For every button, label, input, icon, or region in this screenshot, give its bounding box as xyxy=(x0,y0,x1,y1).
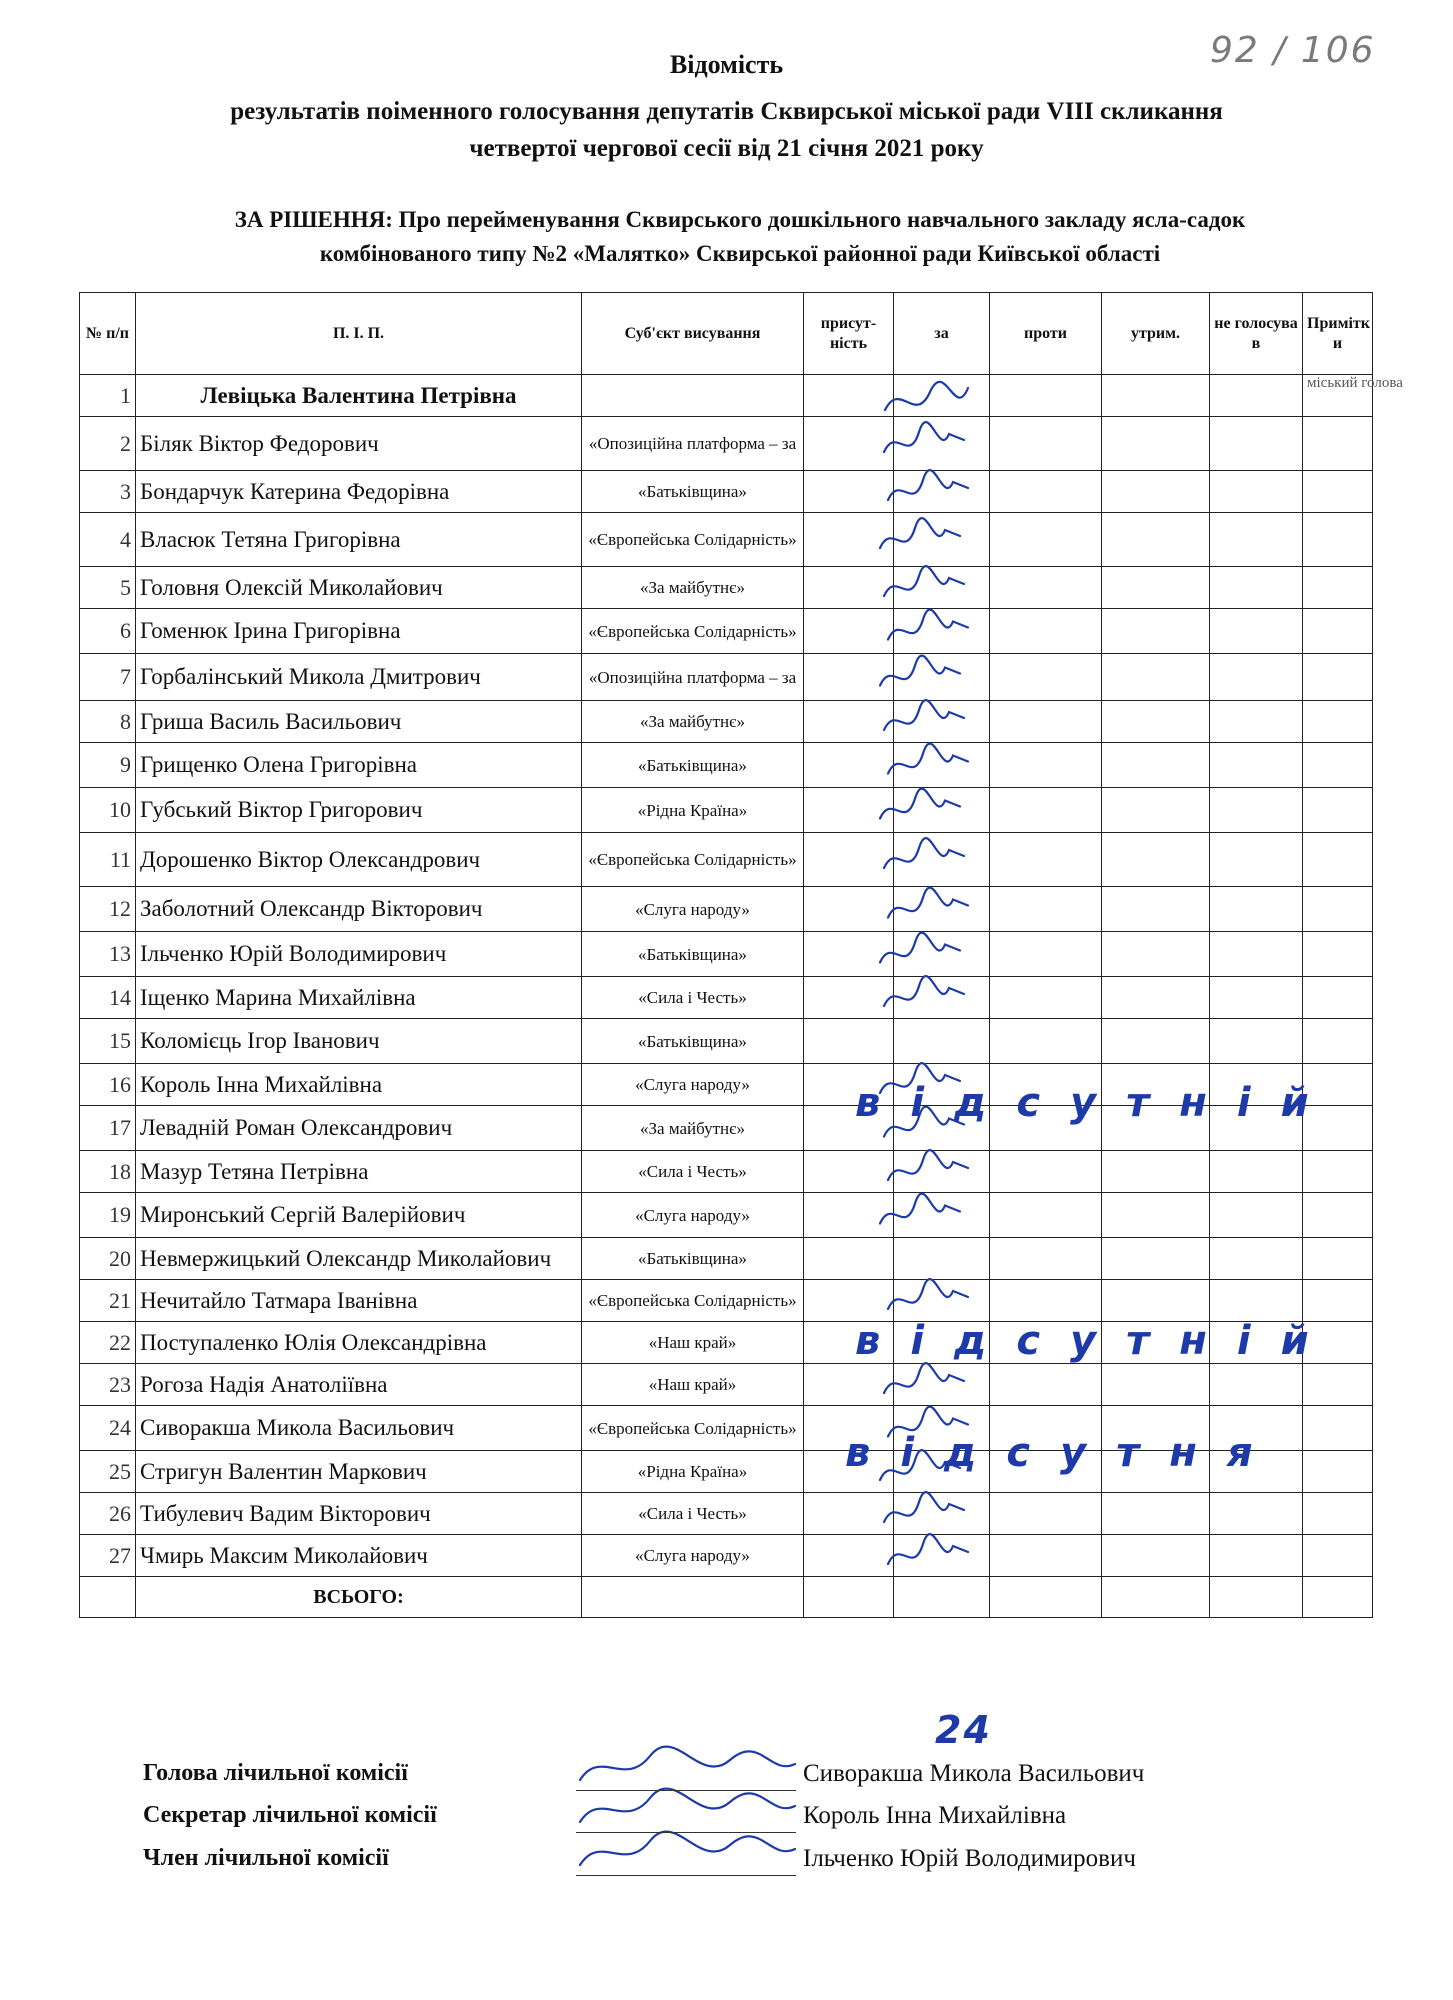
deputy-name: Губський Віктор Григорович xyxy=(136,788,582,833)
present-cell xyxy=(804,513,894,567)
row-number: 23 xyxy=(80,1364,136,1406)
against-cell xyxy=(990,833,1102,887)
decision-line-2: комбінованого типу №2 «Малятко» Сквирської районної ради Київської області xyxy=(319,241,1161,266)
handwritten-absent-row-20: відсутній xyxy=(855,1318,1339,1364)
table-row xyxy=(80,375,1373,417)
abstain-cell xyxy=(1102,654,1210,701)
not-voted-cell xyxy=(1210,609,1303,654)
not-voted-cell xyxy=(1210,417,1303,471)
note-cell xyxy=(1303,1493,1373,1535)
present-cell xyxy=(804,1280,894,1322)
for-cell xyxy=(894,513,990,567)
nominating-subject: «Європейська Солідарність» xyxy=(582,513,804,567)
not-voted-cell xyxy=(1210,1535,1303,1577)
deputy-name: Поступаленко Юлія Олександрівна xyxy=(136,1322,582,1364)
deputy-name: Гриша Василь Васильович xyxy=(136,701,582,743)
total-not-voted-cell xyxy=(1210,1577,1303,1618)
document-subtitle-line-2: четвертої чергової сесії від 21 січня 2021 року xyxy=(469,135,984,162)
present-cell xyxy=(804,1193,894,1238)
abstain-cell xyxy=(1102,887,1210,932)
against-cell xyxy=(990,1493,1102,1535)
deputy-name: Левіцька Валентина Петрівна xyxy=(136,375,582,417)
row-number: 4 xyxy=(80,513,136,567)
table-header-row xyxy=(80,293,1373,375)
note-cell xyxy=(1303,788,1373,833)
not-voted-cell xyxy=(1210,1238,1303,1280)
note-cell xyxy=(1303,1019,1373,1064)
table-row xyxy=(80,788,1373,833)
row-number: 2 xyxy=(80,417,136,471)
table-row xyxy=(80,1364,1373,1406)
abstain-cell xyxy=(1102,932,1210,977)
abstain-cell xyxy=(1102,1364,1210,1406)
nominating-subject: «Батьківщина» xyxy=(582,743,804,788)
present-cell xyxy=(804,932,894,977)
table-row xyxy=(80,932,1373,977)
abstain-cell xyxy=(1102,1193,1210,1238)
note-cell xyxy=(1303,743,1373,788)
nominating-subject: «Сила і Честь» xyxy=(582,1151,804,1193)
deputy-name: Власюк Тетяна Григорівна xyxy=(136,513,582,567)
nominating-subject: «Європейська Солідарність» xyxy=(582,1280,804,1322)
not-voted-cell xyxy=(1210,743,1303,788)
deputy-name: Ільченко Юрій Володимирович xyxy=(136,932,582,977)
not-voted-cell xyxy=(1210,1280,1303,1322)
abstain-cell xyxy=(1102,1535,1210,1577)
nominating-subject: «Сила і Честь» xyxy=(582,977,804,1019)
note-cell: міський голова xyxy=(1303,375,1373,417)
abstain-cell xyxy=(1102,1238,1210,1280)
commission-signature-secretary xyxy=(580,1789,795,1822)
not-voted-cell xyxy=(1210,1493,1303,1535)
decision-line-1: ЗА РІШЕННЯ: Про перейменування Сквирського дошкільного навчального закладу ясла-садок xyxy=(234,207,1246,232)
row-number: 12 xyxy=(80,887,136,932)
abstain-cell xyxy=(1102,417,1210,471)
table-row xyxy=(80,833,1373,887)
nominating-subject: «Слуга народу» xyxy=(582,887,804,932)
not-voted-cell xyxy=(1210,1364,1303,1406)
note-cell xyxy=(1303,567,1373,609)
deputy-name: Миронський Сергій Валерійович xyxy=(136,1193,582,1238)
deputy-name: Дорошенко Віктор Олександрович xyxy=(136,833,582,887)
table-row xyxy=(80,743,1373,788)
nominating-subject: «Європейська Солідарність» xyxy=(582,1406,804,1451)
note-cell xyxy=(1303,654,1373,701)
note-cell xyxy=(1303,417,1373,471)
deputy-name: Нечитайло Татмара Іванівна xyxy=(136,1280,582,1322)
nominating-subject: «Слуга народу» xyxy=(582,1064,804,1106)
nominating-subject: «Батьківщина» xyxy=(582,471,804,513)
total-num-cell xyxy=(80,1577,136,1618)
not-voted-cell xyxy=(1210,1019,1303,1064)
against-cell xyxy=(990,977,1102,1019)
nominating-subject: «Слуга народу» xyxy=(582,1535,804,1577)
note-cell xyxy=(1303,1238,1373,1280)
row-number: 14 xyxy=(80,977,136,1019)
abstain-cell xyxy=(1102,788,1210,833)
present-cell xyxy=(804,567,894,609)
total-label: ВСЬОГО: xyxy=(136,1577,582,1618)
for-cell xyxy=(894,654,990,701)
nominating-subject: «Рідна Країна» xyxy=(582,788,804,833)
total-against-cell xyxy=(990,1577,1102,1618)
present-cell xyxy=(804,1019,894,1064)
note-cell xyxy=(1303,471,1373,513)
commission-secretary-name: Король Інна Михайлівна xyxy=(803,1802,1067,1829)
signature-line-head xyxy=(576,1790,796,1791)
against-cell xyxy=(990,788,1102,833)
present-cell xyxy=(804,471,894,513)
against-cell xyxy=(990,513,1102,567)
deputy-name: Невмержицький Олександр Миколайович xyxy=(136,1238,582,1280)
note-cell xyxy=(1303,887,1373,932)
row-number: 1 xyxy=(80,375,136,417)
against-cell xyxy=(990,1364,1102,1406)
note-cell xyxy=(1303,609,1373,654)
header-notes: Примітк и xyxy=(1303,293,1373,375)
table-row xyxy=(80,471,1373,513)
table-row xyxy=(80,654,1373,701)
against-cell xyxy=(990,1238,1102,1280)
note-cell xyxy=(1303,1151,1373,1193)
for-cell xyxy=(894,743,990,788)
row-number: 11 xyxy=(80,833,136,887)
present-cell xyxy=(804,887,894,932)
table-row xyxy=(80,1238,1373,1280)
row-number: 9 xyxy=(80,743,136,788)
row-number: 25 xyxy=(80,1451,136,1493)
present-cell xyxy=(804,1151,894,1193)
for-cell xyxy=(894,1364,990,1406)
total-abstain-cell xyxy=(1102,1577,1210,1618)
commission-head-name: Сиворакша Микола Васильович xyxy=(803,1760,1145,1787)
for-cell xyxy=(894,375,990,417)
for-cell xyxy=(894,1535,990,1577)
against-cell xyxy=(990,1151,1102,1193)
abstain-cell xyxy=(1102,701,1210,743)
deputy-name: Горбалінський Микола Дмитрович xyxy=(136,654,582,701)
table-row xyxy=(80,513,1373,567)
present-cell xyxy=(804,1238,894,1280)
header-not-voted: не голосува в xyxy=(1210,293,1303,375)
deputy-name: Тибулевич Вадим Вікторович xyxy=(136,1493,582,1535)
not-voted-cell xyxy=(1210,932,1303,977)
decision-title xyxy=(140,203,1340,271)
for-cell xyxy=(894,417,990,471)
commission-member-label: Член лічильної комісії xyxy=(143,1845,389,1871)
abstain-cell xyxy=(1102,375,1210,417)
against-cell xyxy=(990,417,1102,471)
abstain-cell xyxy=(1102,567,1210,609)
deputy-name: Гоменюк Ірина Григорівна xyxy=(136,609,582,654)
deputy-name: Грищенко Олена Григорівна xyxy=(136,743,582,788)
against-cell xyxy=(990,1019,1102,1064)
abstain-cell xyxy=(1102,833,1210,887)
row-number: 27 xyxy=(80,1535,136,1577)
note-cell xyxy=(1303,1535,1373,1577)
header-for: за xyxy=(894,293,990,375)
document-subtitle-line-1: результатів поіменного голосування депутатів Сквирської міської ради VIII скликання xyxy=(230,98,1223,125)
page-number: 92 / 106 xyxy=(1210,30,1376,71)
table-row xyxy=(80,1535,1373,1577)
for-cell xyxy=(894,701,990,743)
for-cell xyxy=(894,833,990,887)
for-cell xyxy=(894,609,990,654)
against-cell xyxy=(990,932,1102,977)
commission-signature-head xyxy=(580,1747,795,1780)
deputy-name: Головня Олексій Миколайович xyxy=(136,567,582,609)
deputy-name: Левадній Роман Олександрович xyxy=(136,1106,582,1151)
nominating-subject: «Європейська Солідарність» xyxy=(582,609,804,654)
present-cell xyxy=(804,1535,894,1577)
row-number: 10 xyxy=(80,788,136,833)
deputy-name: Біляк Віктор Федорович xyxy=(136,417,582,471)
row-number: 6 xyxy=(80,609,136,654)
for-cell xyxy=(894,471,990,513)
deputy-name: Король Інна Михайлівна xyxy=(136,1064,582,1106)
abstain-cell xyxy=(1102,977,1210,1019)
not-voted-cell xyxy=(1210,788,1303,833)
deputy-name: Стригун Валентин Маркович xyxy=(136,1451,582,1493)
note-cell xyxy=(1303,977,1373,1019)
table-row xyxy=(80,701,1373,743)
row-number: 5 xyxy=(80,567,136,609)
nominating-subject: «Європейська Солідарність» xyxy=(582,833,804,887)
against-cell xyxy=(990,609,1102,654)
abstain-cell xyxy=(1102,1151,1210,1193)
present-cell xyxy=(804,788,894,833)
against-cell xyxy=(990,1535,1102,1577)
for-cell xyxy=(894,788,990,833)
deputy-name: Мазур Тетяна Петрівна xyxy=(136,1151,582,1193)
voting-table xyxy=(79,292,1403,1618)
for-cell xyxy=(894,932,990,977)
deputy-name: Чмирь Максим Миколайович xyxy=(136,1535,582,1577)
against-cell xyxy=(990,701,1102,743)
table-row xyxy=(80,567,1373,609)
signature-line-secretary xyxy=(576,1832,796,1833)
present-cell xyxy=(804,701,894,743)
total-notes-cell xyxy=(1303,1577,1373,1618)
signature-line-member xyxy=(576,1875,796,1876)
table-row xyxy=(80,977,1373,1019)
nominating-subject: «Батьківщина» xyxy=(582,1238,804,1280)
row-number: 22 xyxy=(80,1322,136,1364)
deputy-name: Рогоза Надія Анатоліївна xyxy=(136,1364,582,1406)
against-cell xyxy=(990,654,1102,701)
commission-head-label: Голова лічильної комісії xyxy=(143,1760,408,1786)
note-cell xyxy=(1303,1193,1373,1238)
table-row xyxy=(80,1280,1373,1322)
against-cell xyxy=(990,1280,1102,1322)
not-voted-cell xyxy=(1210,977,1303,1019)
not-voted-cell xyxy=(1210,654,1303,701)
row-number: 17 xyxy=(80,1106,136,1151)
against-cell xyxy=(990,471,1102,513)
commission-member-name: Ільченко Юрій Володимирович xyxy=(803,1845,1136,1872)
header-abstain: утрим. xyxy=(1102,293,1210,375)
table-row xyxy=(80,1193,1373,1238)
present-cell xyxy=(804,743,894,788)
nominating-subject: «Сила і Честь» xyxy=(582,1493,804,1535)
present-cell xyxy=(804,654,894,701)
note-cell xyxy=(1303,513,1373,567)
against-cell xyxy=(990,743,1102,788)
deputy-name: Іщенко Марина Михайлівна xyxy=(136,977,582,1019)
total-row xyxy=(80,1577,1373,1618)
table-row xyxy=(80,609,1373,654)
present-cell xyxy=(804,833,894,887)
row-number: 3 xyxy=(80,471,136,513)
total-for-cell xyxy=(894,1577,990,1618)
note-cell xyxy=(1303,1280,1373,1322)
row-number: 16 xyxy=(80,1064,136,1106)
header-name: П. І. П. xyxy=(136,293,582,375)
deputy-name: Бондарчук Катерина Федорівна xyxy=(136,471,582,513)
note-cell xyxy=(1303,701,1373,743)
for-cell xyxy=(894,1019,990,1064)
note-cell xyxy=(1303,1364,1373,1406)
table-row xyxy=(80,1151,1373,1193)
table-row xyxy=(80,887,1373,932)
header-present: присут-ність xyxy=(804,293,894,375)
abstain-cell xyxy=(1102,1019,1210,1064)
row-number: 8 xyxy=(80,701,136,743)
nominating-subject xyxy=(582,375,804,417)
not-voted-cell xyxy=(1210,1151,1303,1193)
row-number: 15 xyxy=(80,1019,136,1064)
header-subject: Суб'єкт висування xyxy=(582,293,804,375)
row-number: 24 xyxy=(80,1406,136,1451)
for-cell xyxy=(894,1151,990,1193)
nominating-subject: «Опозиційна платформа – за xyxy=(582,417,804,471)
not-voted-cell xyxy=(1210,1193,1303,1238)
against-cell xyxy=(990,887,1102,932)
handwritten-absent-row-22: відсутня xyxy=(845,1430,1283,1476)
present-cell xyxy=(804,609,894,654)
nominating-subject: «Наш край» xyxy=(582,1364,804,1406)
against-cell xyxy=(990,375,1102,417)
nominating-subject: «За майбутнє» xyxy=(582,701,804,743)
for-cell xyxy=(894,1280,990,1322)
present-cell xyxy=(804,1364,894,1406)
nominating-subject: «Наш край» xyxy=(582,1322,804,1364)
header-against: проти xyxy=(990,293,1102,375)
nominating-subject: «За майбутнє» xyxy=(582,1106,804,1151)
commission-signature-member xyxy=(580,1832,795,1865)
not-voted-cell xyxy=(1210,471,1303,513)
not-voted-cell xyxy=(1210,567,1303,609)
handwritten-total-for: 24 xyxy=(935,1708,992,1752)
deputy-name: Коломієць Ігор Іванович xyxy=(136,1019,582,1064)
deputy-name: Заболотний Олександр Вікторович xyxy=(136,887,582,932)
for-cell xyxy=(894,1493,990,1535)
present-cell xyxy=(804,1493,894,1535)
not-voted-cell xyxy=(1210,375,1303,417)
abstain-cell xyxy=(1102,1280,1210,1322)
nominating-subject: «Батьківщина» xyxy=(582,1019,804,1064)
for-cell xyxy=(894,977,990,1019)
present-cell xyxy=(804,375,894,417)
row-number: 21 xyxy=(80,1280,136,1322)
row-number: 13 xyxy=(80,932,136,977)
not-voted-cell xyxy=(1210,513,1303,567)
note-cell xyxy=(1303,833,1373,887)
table-row xyxy=(80,1493,1373,1535)
nominating-subject: «Слуга народу» xyxy=(582,1193,804,1238)
for-cell xyxy=(894,1193,990,1238)
abstain-cell xyxy=(1102,609,1210,654)
document-title: Відомість xyxy=(669,50,784,79)
against-cell xyxy=(990,567,1102,609)
for-cell xyxy=(894,567,990,609)
abstain-cell xyxy=(1102,513,1210,567)
table-row xyxy=(80,417,1373,471)
nominating-subject: «За майбутнє» xyxy=(582,567,804,609)
handwritten-absent-row-15: відсутній xyxy=(855,1080,1339,1126)
note-cell xyxy=(1303,1451,1373,1493)
for-cell xyxy=(894,1238,990,1280)
row-number: 26 xyxy=(80,1493,136,1535)
abstain-cell xyxy=(1102,1493,1210,1535)
abstain-cell xyxy=(1102,743,1210,788)
row-number: 20 xyxy=(80,1238,136,1280)
total-subject-cell xyxy=(582,1577,804,1618)
nominating-subject: «Опозиційна платформа – за xyxy=(582,654,804,701)
note-cell xyxy=(1303,932,1373,977)
commission-secretary-label: Секретар лічильної комісії xyxy=(143,1802,437,1828)
present-cell xyxy=(804,977,894,1019)
not-voted-cell xyxy=(1210,887,1303,932)
not-voted-cell xyxy=(1210,833,1303,887)
row-number: 18 xyxy=(80,1151,136,1193)
nominating-subject: «Рідна Країна» xyxy=(582,1451,804,1493)
total-present-cell xyxy=(804,1577,894,1618)
row-number: 19 xyxy=(80,1193,136,1238)
abstain-cell xyxy=(1102,471,1210,513)
present-cell xyxy=(804,417,894,471)
note-cell xyxy=(1303,1406,1373,1451)
not-voted-cell xyxy=(1210,701,1303,743)
nominating-subject: «Батьківщина» xyxy=(582,932,804,977)
row-number: 7 xyxy=(80,654,136,701)
header-num: № п/п xyxy=(80,293,136,375)
table-row xyxy=(80,1019,1373,1064)
deputy-name: Сиворакша Микола Васильович xyxy=(136,1406,582,1451)
for-cell xyxy=(894,887,990,932)
against-cell xyxy=(990,1193,1102,1238)
